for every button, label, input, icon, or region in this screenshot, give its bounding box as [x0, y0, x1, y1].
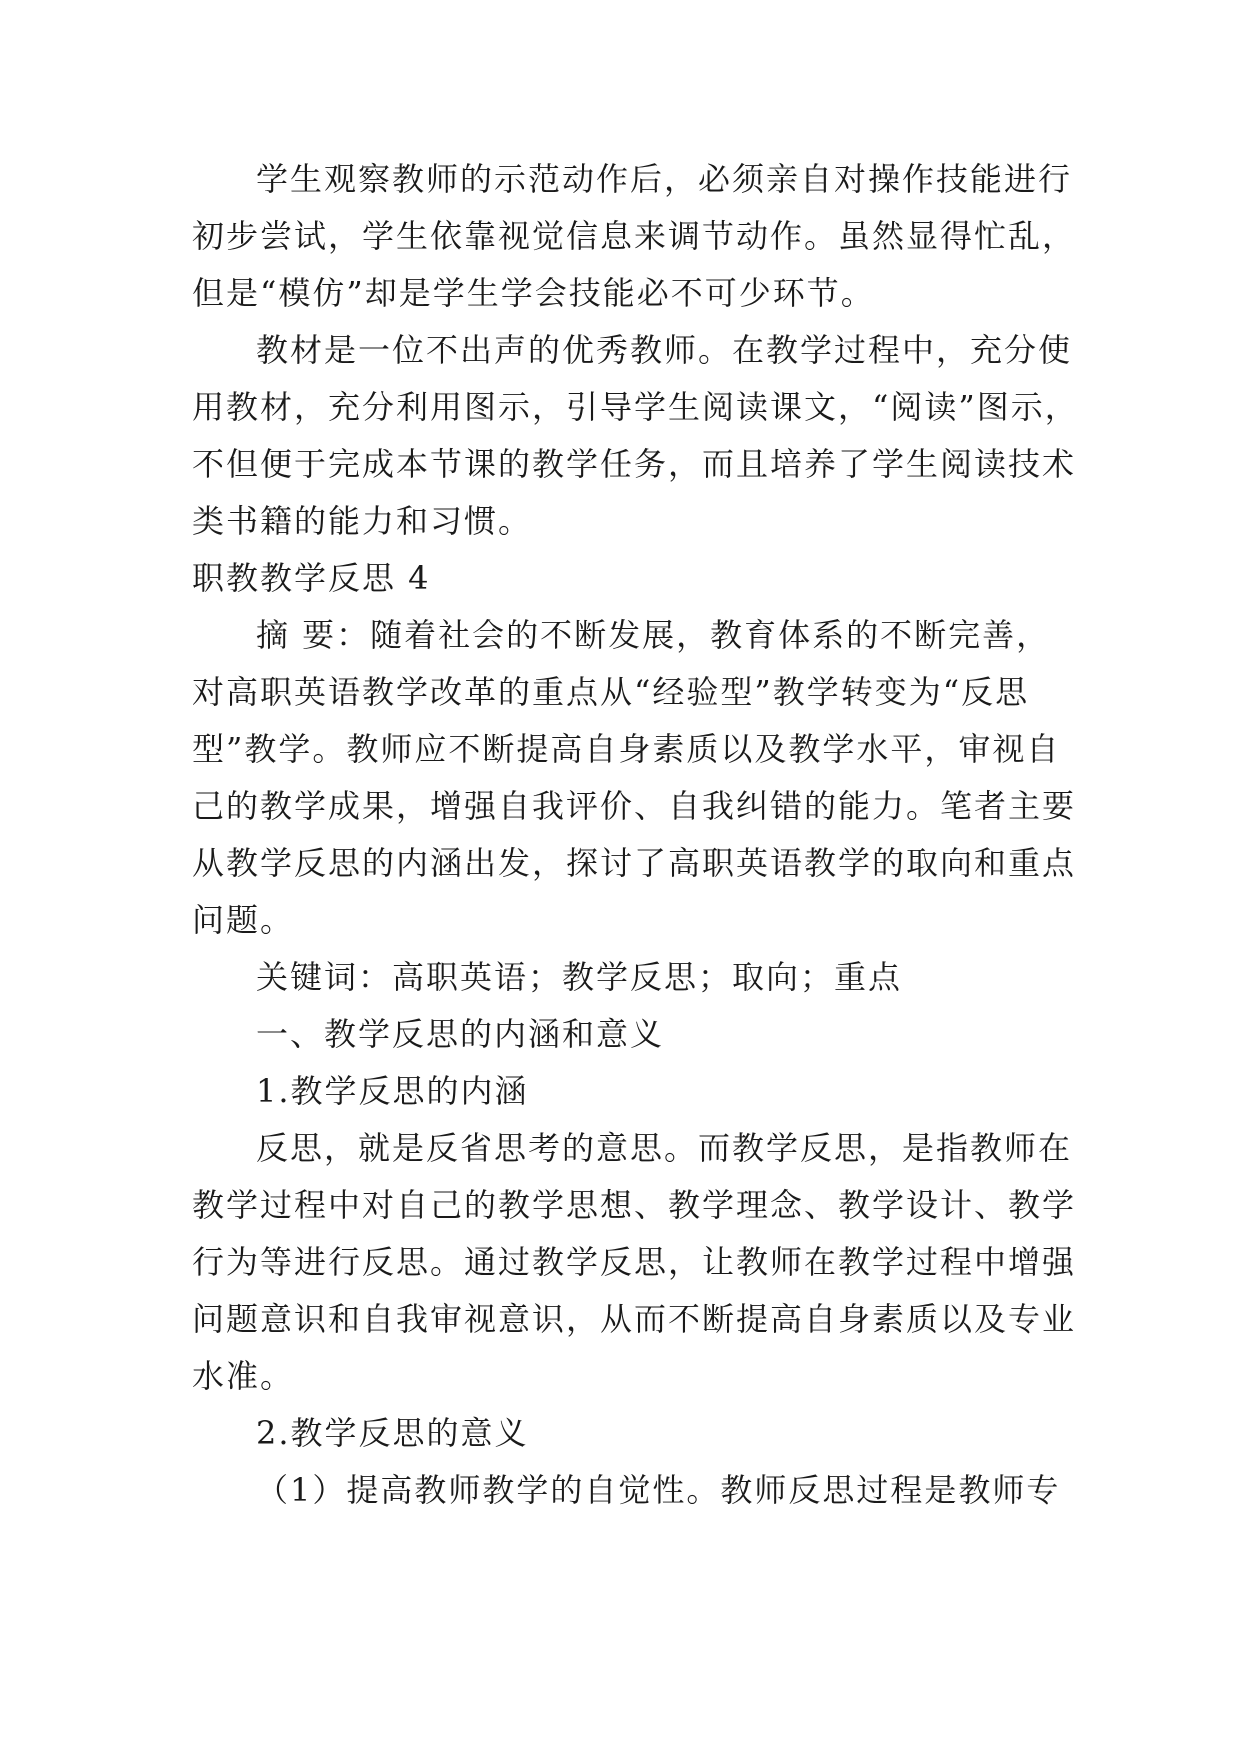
- keywords-line: 关键词：高职英语；教学反思；取向；重点: [256, 958, 903, 996]
- paragraph-line: 类书籍的能力和习惯。: [192, 502, 533, 540]
- paragraph-line: 学生观察教师的示范动作后，必须亲自对操作技能进行: [256, 160, 1073, 198]
- paragraph-line: 但是“模仿”却是学生学会技能必不可少环节。: [192, 274, 875, 312]
- paragraph-line: 教材是一位不出声的优秀教师。在教学过程中，充分使: [256, 331, 1073, 369]
- abstract-line: 对高职英语教学改革的重点从“经验型”教学转变为“反思: [192, 673, 1030, 711]
- subsection-heading: 一、教学反思的内涵和意义: [256, 1015, 665, 1053]
- paragraph-line: 用教材，充分利用图示，引导学生阅读课文，“阅读”图示，: [192, 388, 1079, 426]
- paragraph-line: 教学过程中对自己的教学思想、教学理念、教学设计、教学: [192, 1186, 1077, 1224]
- paragraph-line: 不但便于完成本节课的教学任务，而且培养了学生阅读技术: [192, 445, 1077, 483]
- abstract-line: 型”教学。教师应不断提高自身素质以及教学水平，审视自: [192, 730, 1061, 768]
- paragraph-line: 反思，就是反省思考的意思。而教学反思，是指教师在: [256, 1129, 1073, 1167]
- paragraph-line: 行为等进行反思。通过教学反思，让教师在教学过程中增强: [192, 1243, 1077, 1281]
- paragraph-line: （1）提高教师教学的自觉性。教师反思过程是教师专: [256, 1471, 1061, 1509]
- abstract-line: 己的教学成果，增强自我评价、自我纠错的能力。笔者主要: [192, 787, 1077, 825]
- abstract-line: 问题。: [192, 901, 295, 939]
- paragraph-line: 水准。: [192, 1357, 295, 1395]
- paragraph-line: 问题意识和自我审视意识，从而不断提高自身素质以及专业: [192, 1300, 1077, 1338]
- abstract-line: 摘 要：随着社会的不断发展，教育体系的不断完善，: [256, 616, 1051, 654]
- subsection-heading: 2.教学反思的意义: [256, 1414, 529, 1452]
- abstract-line: 从教学反思的内涵出发，探讨了高职英语教学的取向和重点: [192, 844, 1077, 882]
- subsection-heading: 1.教学反思的内涵: [256, 1072, 529, 1110]
- paragraph-line: 初步尝试，学生依靠视觉信息来调节动作。虽然显得忙乱，: [192, 217, 1077, 255]
- section-heading: 职教教学反思 4: [192, 559, 431, 597]
